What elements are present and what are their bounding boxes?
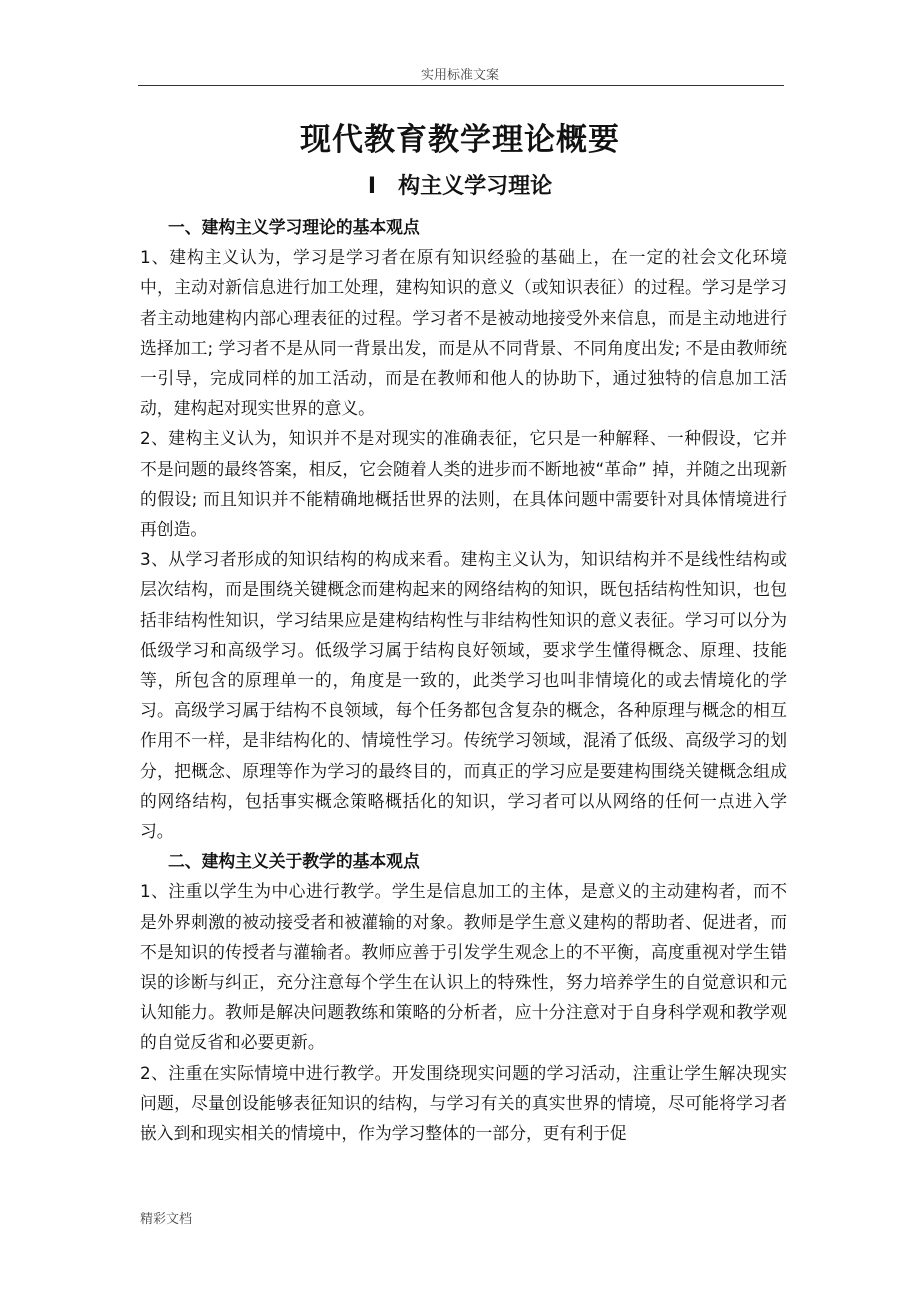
- paragraph: 2、注重在实际情境中进行教学。开发围绕现实问题的学习活动，注重让学生解决现实问题，尽量创设能够表征知识的结构，与学习有关的真实世界的情境，尽可能将学习者嵌入到和现实相关的情境中，作为学习整体的一部分，更有利于促: [140, 1062, 787, 1144]
- page-header: 实用标准文案: [420, 68, 499, 83]
- document-body: [140, 212, 787, 1148]
- paragraph: 1、注重以学生为中心进行教学。学生是信息加工的主体，是意义的主动建构者，而不是外界刺激的被动接受者和被灌输的对象。教师是学生意义建构的帮助者、促进者，而不是知识的传授者与灌输者。教师应善于引发学生观念上的不平衡，高度重视对学生错误的诊断与纠正，充分注意每个学生在认识上的特殊性，努力培养学生的自觉意识和元认知能力。教师是解决问题教练和策略的分析者，应十分注意对于自身科学观和教学观的自觉反省和必要更新。: [140, 881, 787, 1053]
- paragraph: 1、建构主义认为，学习是学习者在原有知识经验的基础上，在一定的社会文化环境中，主动对新信息进行加工处理，建构知识的意义（或知识表征）的过程。学习是学习者主动地建构内部心理表征的过程。学习者不是被动地接受外来信息，而是主动地进行选择加工; 学习者不是从同一背景出发，而是从不同背景、不同角度出发; 不是由教师统一引导，完成同样的加工活动，而是在教师和他人的协助下，通过独特的信息加工活动，建构起对现实世界的意义。: [140, 247, 787, 419]
- section-heading: 二、建构主义关于教学的基本观点: [168, 851, 420, 872]
- header-divider: [138, 85, 784, 86]
- section-heading: 一、建构主义学习理论的基本观点: [168, 217, 420, 237]
- subtitle-number: I: [367, 174, 377, 199]
- subtitle-text: 构主义学习理论: [398, 174, 553, 199]
- document-title: 现代教育教学理论概要: [300, 122, 620, 158]
- document-subtitle: [0, 169, 920, 200]
- paragraph: 2、建构主义认为，知识并不是对现实的准确表征，它只是一种解释、一种假设，它并不是问题的最终答案，相反，它会随着人类的进步而不断地被“革命” 掉，并随之出现新的假设; 而且知识并不能精确地概括世界的法则，在具体问题中需要针对具体情境进行再创造。: [140, 428, 787, 540]
- page-footer: 精彩文档: [140, 1212, 193, 1227]
- paragraph: 3、从学习者形成的知识结构的构成来看。建构主义认为，知识结构并不是线性结构或层次结构，而是围绕关键概念而建构起来的网络结构的知识，既包括结构性知识，也包括非结构性知识，学习结果应是建构结构性与非结构性知识的意义表征。学习可以分为低级学习和高级学习。低级学习属于结构良好领域，要求学生懂得概念、原理、技能等，所包含的原理单一的，角度是一致的，此类学习也叫非情境化的或去情境化的学习。高级学习属于结构不良领域，每个任务都包含复杂的概念，各种原理与概念的相互作用不一样，是非结构化的、情境性学习。传统学习领域，混淆了低级、高级学习的划分，把概念、原理等作为学习的最终目的，而真正的学习应是要建构围绕关键概念组成的网络结构，包括事实概念策略概括化的知识，学习者可以从网络的任何一点进入学习。: [140, 549, 787, 842]
